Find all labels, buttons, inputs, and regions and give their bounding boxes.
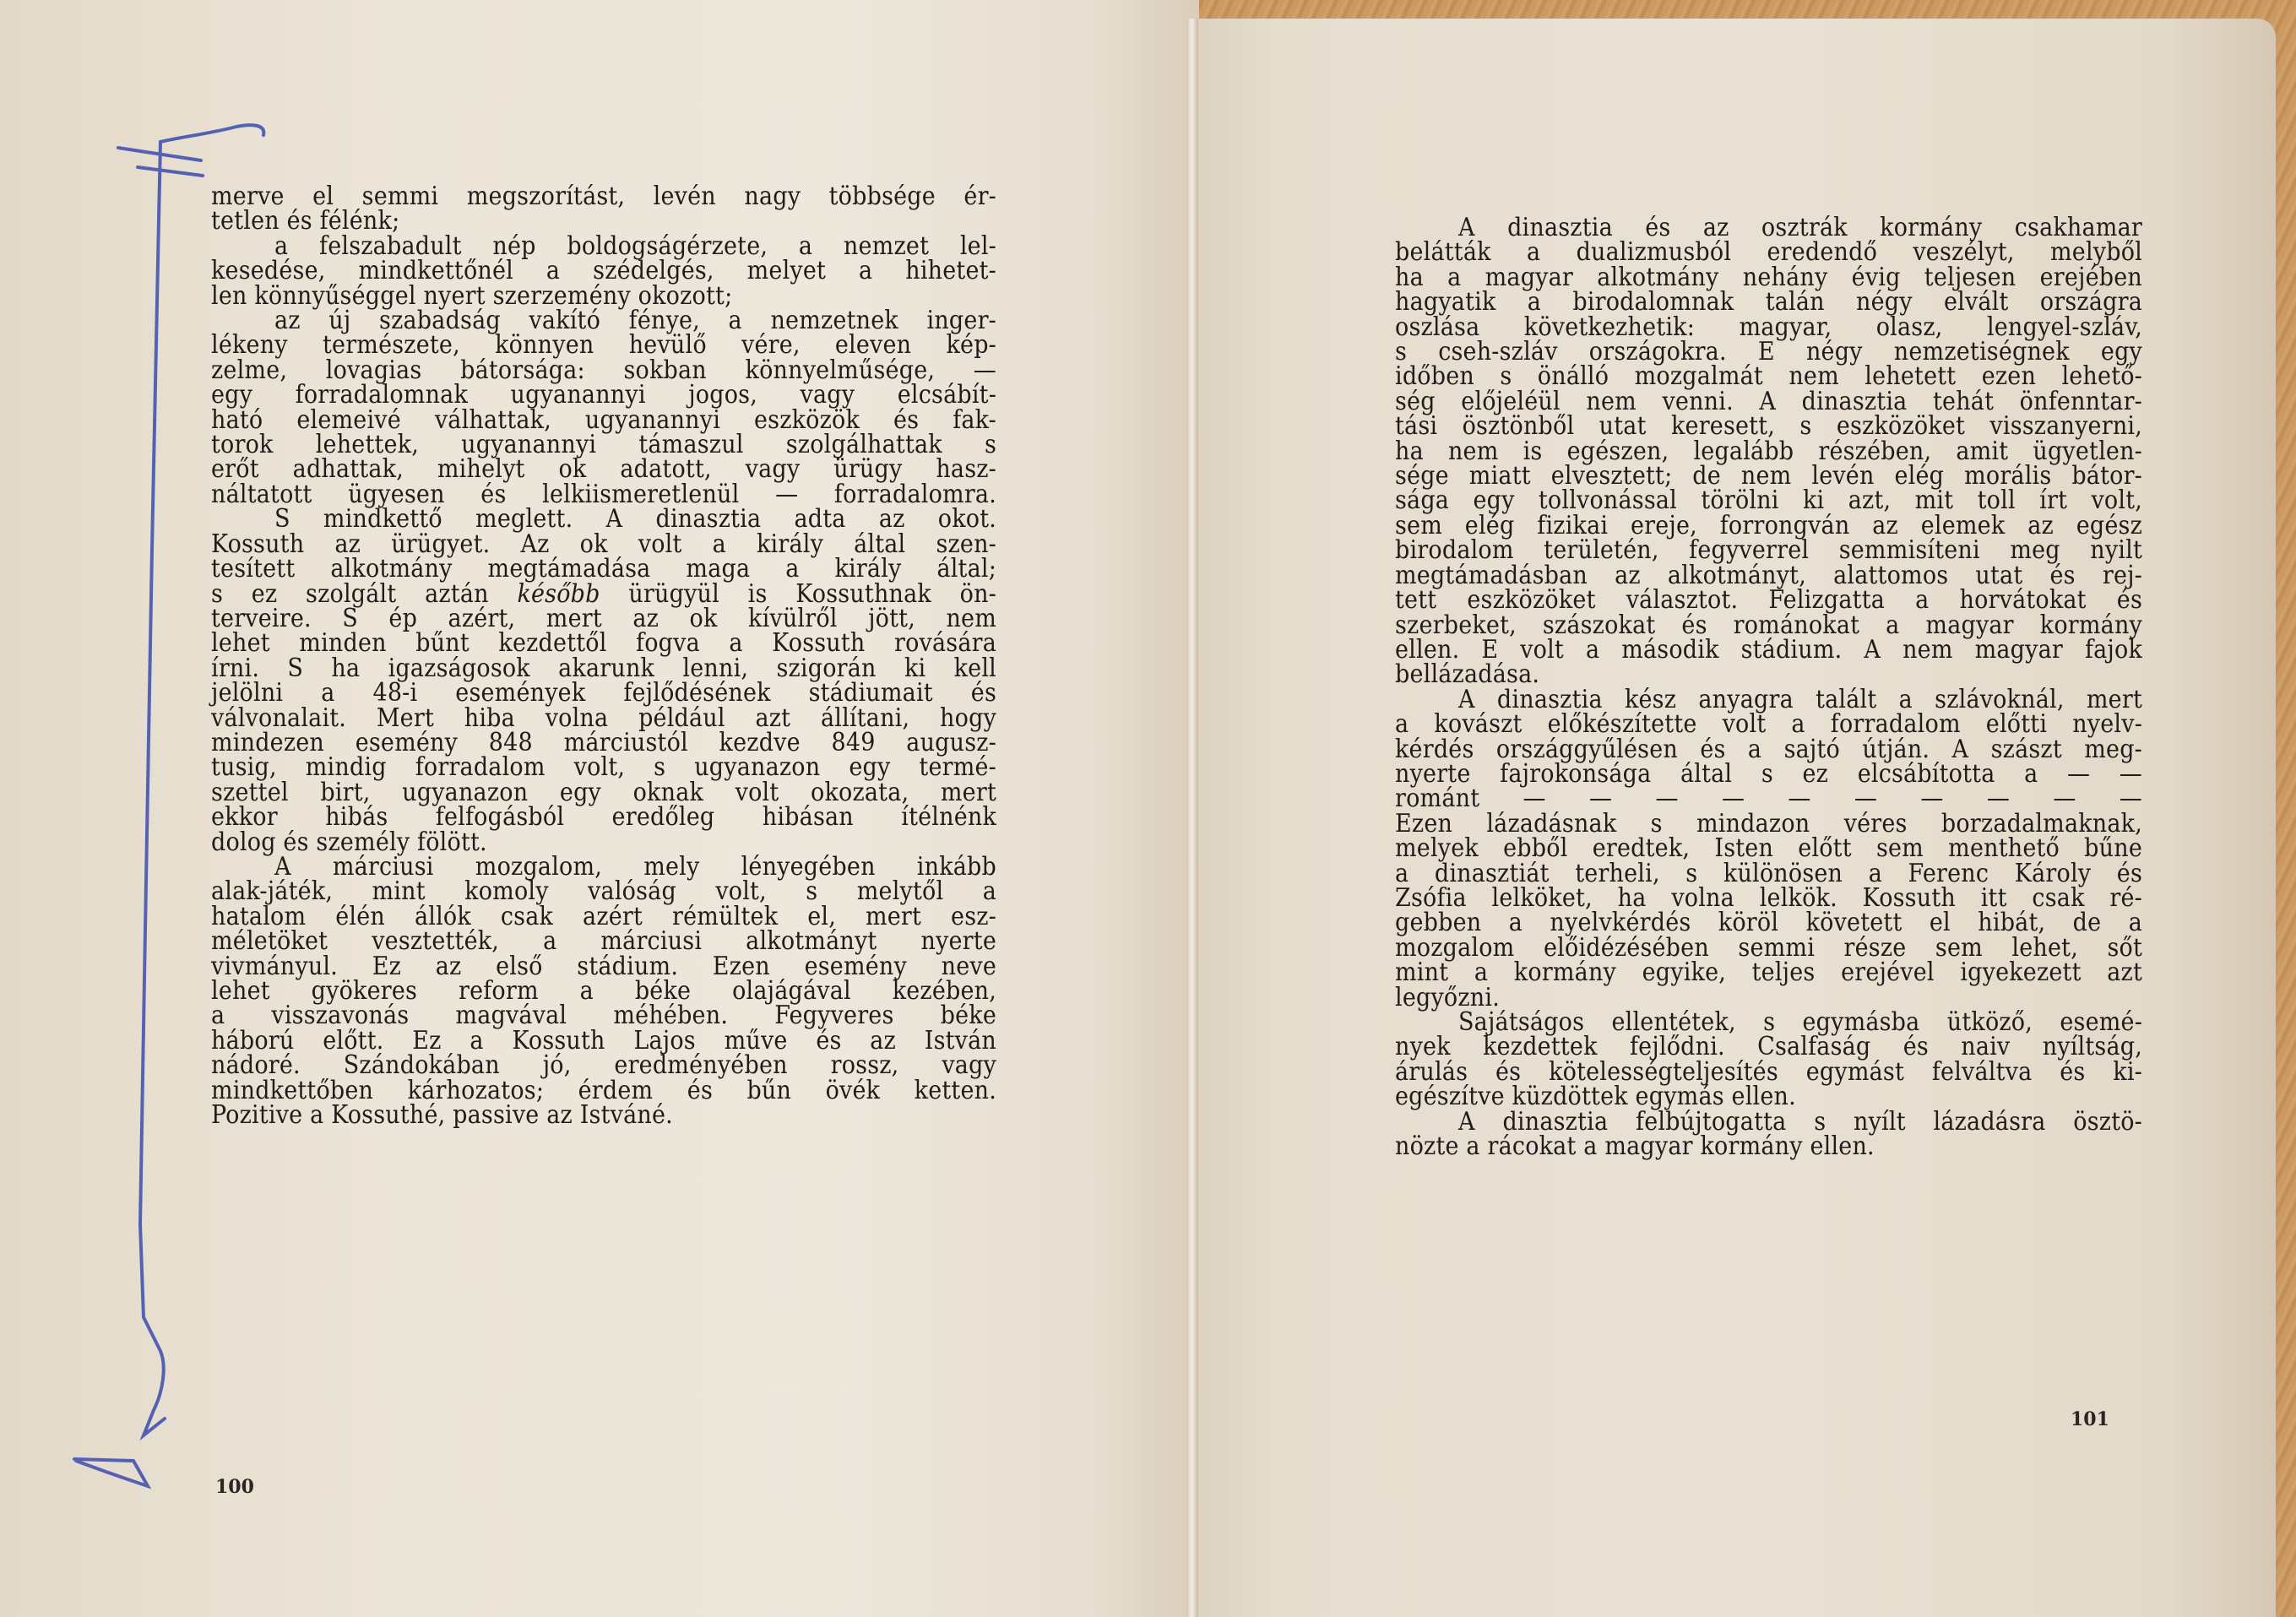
text-line: bellázadása. — [1395, 659, 1540, 690]
text-line: ekkor hibás felfogásból eredőleg hibásan ítélnénk — [211, 802, 996, 833]
text-line: terveire. S ép azért, mert az ok kívülről jött, nem — [211, 603, 996, 633]
text-line: kérdés országgyűlésen és a sajtó útján. A szászt meg- — [1395, 734, 2142, 764]
text-line: hatalom élén állók csak azért rémültek el, mert esz- — [211, 901, 996, 931]
text-line: náltatott ügyesen és lelkiismeretlenül — forradalomra. — [211, 479, 996, 509]
text-line: egy forradalomnak ugyanannyi jogos, vagy elcsábít- — [211, 380, 996, 410]
text-line: kesedése, mindkettőnél a szédelgés, melyet a hihetet- — [211, 256, 996, 286]
text-line: mint a kormány egyike, teljes erejével igyekezett azt — [1395, 958, 2142, 988]
text-line: időben s önálló mozgalmát nem lehetett ezen lehető- — [1395, 361, 2142, 392]
text-line: tusig, mindig forradalom volt, s ugyanazon egy termé- — [211, 752, 996, 783]
text-line: s ez szolgált aztán később ürügyül is Kossuthnak ön- — [211, 578, 996, 609]
text-line: Zsófia lelköket, ha volna lelkök. Kossuth itt csak ré- — [1395, 882, 2142, 913]
text-line: mozgalom előidézésében semmi része sem lehet, sőt — [1395, 932, 2142, 963]
text-line: vivmányul. Ez az első stádium. Ezen esemény neve — [211, 951, 996, 981]
text-line: méletöket vesztették, a márciusi alkotmányt nyerte — [211, 926, 996, 957]
page-number-left: 100 — [215, 1476, 254, 1498]
text-line: ellen. E volt a második stádium. A nem magyar fajok — [1395, 634, 2142, 665]
text-line: mindkettőben kárhozatos; érdem és bűn övék ketten. — [211, 1075, 996, 1105]
text-line: sága egy tollvonással törölni ki azt, mit toll írt volt, — [1395, 486, 2142, 516]
text-line: Ezen lázadásnak s mindazon véres borzadalmaknak, — [1395, 808, 2142, 838]
text-line: zelme, lovagias bátorsága: sokban könnyelműsége, — — [211, 355, 996, 385]
text-line: nözte a rácokat a magyar kormány ellen. — [1395, 1131, 1875, 1162]
text-line: ség előjeléül nem venni. A dinasztia tehát önfenntar- — [1395, 386, 2142, 416]
text-line: erőt adhattak, mihelyt ok adatott, vagy ürügy hasz- — [211, 454, 996, 485]
text-line: merve el semmi megszorítást, levén nagy többsége ér- — [211, 182, 996, 211]
text-line: A márciusi mozgalom, mely lényegében inkább — [274, 851, 996, 882]
text-line: írni. S ha igazságosok akarunk lenni, szigorán ki kell — [211, 653, 996, 683]
text-line: lékeny természete, könnyen hevülő vére, eleven kép- — [211, 330, 996, 361]
text-line: megtámadásban az alkotmányt, alattomos utat és rej- — [1395, 560, 2142, 590]
text-line: sem elég fizikai ereje, forrongván az elemek az egész — [1395, 510, 2142, 540]
text-line: s cseh-szláv országokra. E négy nemzetiségnek egy — [1395, 337, 2142, 367]
text-line: oszlása következhetik: magyar, olasz, lengyel-szláv, — [1395, 312, 2142, 342]
italic-emphasis: később — [517, 578, 600, 609]
text-line: hagyatik a birodalomnak talán négy elvált országra — [1395, 287, 2142, 317]
text-line: len könnyűséggel nyert szerzemény okozott; — [211, 280, 733, 311]
text-line: belátták a dualizmusból eredendő veszélyt, melyből — [1395, 237, 2142, 268]
text-line: válvonalait. Mert hiba volna például azt állítani, hogy — [211, 703, 996, 733]
text-line: ha a magyar alkotmány nehány évig teljesen erejében — [1395, 262, 2142, 292]
text-line: nyerte fajrokonsága által s ez elcsábította a — — — [1395, 758, 2142, 789]
text-line: a dinasztiát terheli, s különösen a Ferenc Károly és — [1395, 858, 2142, 888]
text-line: gebben a nyelvkérdés köröl követett el hibát, de a — [1395, 908, 2142, 938]
text-line: alak-játék, mint komoly valóság volt, s melytől a — [211, 876, 996, 907]
text-line: ható elemeivé válhattak, ugyanannyi eszközök és fak- — [211, 404, 996, 435]
text-line: ha nem is egészen, legalább részében, amit ügyetlen- — [1395, 436, 2142, 466]
text-line: árulás és kötelességteljesítés egymást felváltva és ki- — [1395, 1056, 2142, 1087]
text-line: tett eszközöket választot. Felizgatta a horvátokat és — [1395, 585, 2142, 616]
text-line: nádoré. Szándokában jó, eredményében rossz, vagy — [211, 1050, 996, 1081]
book-gutter — [1186, 19, 1198, 1617]
text-line: az új szabadság vakító fénye, a nemzetnek inger- — [274, 306, 996, 336]
text-line: a kovászt előkészítette volt a forradalom előtti nyelv- — [1395, 709, 2142, 740]
text-line: sége miatt elvesztett; de nem levén elég morális bátor- — [1395, 461, 2142, 491]
text-line: szerbeket, szászokat és románokat a magyar kormány — [1395, 610, 2142, 640]
text-line: dolog és személy fölött. — [211, 827, 487, 857]
text-line: mindezen esemény 848 márciustól kezdve 849 augusz- — [211, 727, 996, 757]
text-line: A dinasztia és az osztrák kormány csakhamar — [1458, 213, 2142, 242]
text-line: A dinasztia felbújtogatta s nyílt lázadásra ösztö- — [1458, 1106, 2142, 1137]
text-line: lehet gyökeres reform a béke olajágával kezében, — [211, 976, 996, 1006]
text-line: románt — — — — — — — — — — — [1395, 784, 2142, 814]
text-line: Pozitive a Kossuthé, passive az Istváné. — [211, 1100, 673, 1131]
text-line: birodalom területén, fegyverrel semmisíteni meg nyilt — [1395, 535, 2142, 566]
right-page-body-text — [1395, 213, 2142, 1162]
left-page-body-text — [211, 182, 996, 1131]
text-line: melyek ebből eredtek, Isten előtt sem menthető bűne — [1395, 833, 2142, 864]
text-line: jelölni a 48-i események fejlődésének stádiumait és — [211, 678, 996, 708]
text-line: tesített alkotmány megtámadása maga a király által; — [211, 554, 996, 584]
text-line: A dinasztia kész anyagra talált a szlávoknál, mert — [1458, 684, 2142, 714]
text-line: háború előtt. Ez a Kossuth Lajos műve és az István — [211, 1025, 996, 1055]
text-line: Sajátságos ellentétek, s egymásba ütköző, esemé- — [1458, 1007, 2142, 1037]
text-line: tási ösztönből utat keresett, s eszközöket visszanyerni, — [1395, 411, 2142, 442]
text-line: torok lehettek, ugyanannyi támaszul szolgálhattak s — [211, 430, 996, 460]
text-line: a visszavonás magvával méhében. Fegyveres béke — [211, 1001, 996, 1031]
text-line: tetlen és félénk; — [211, 206, 400, 236]
page-number-right: 101 — [2071, 1408, 2109, 1430]
text-line: Kossuth az ürügyet. Az ok volt a király által szen- — [211, 529, 996, 559]
text-line: legyőzni. — [1395, 982, 1500, 1012]
text-line: a felszabadult nép boldogságérzete, a nemzet lel- — [274, 231, 996, 261]
text-line: S mindkettő meglett. A dinasztia adta az okot. — [274, 504, 996, 534]
text-line: lehet minden bűnt kezdettől fogva a Kossuth rovására — [211, 628, 996, 659]
text-line: nyek kezdettek fejlődni. Csalfaság és naiv nyíltság, — [1395, 1032, 2142, 1062]
text-line: egészítve küzdöttek egymás ellen. — [1395, 1082, 1796, 1112]
text-line: szettel birt, ugyanazon egy oknak volt okozata, mert — [211, 777, 996, 807]
